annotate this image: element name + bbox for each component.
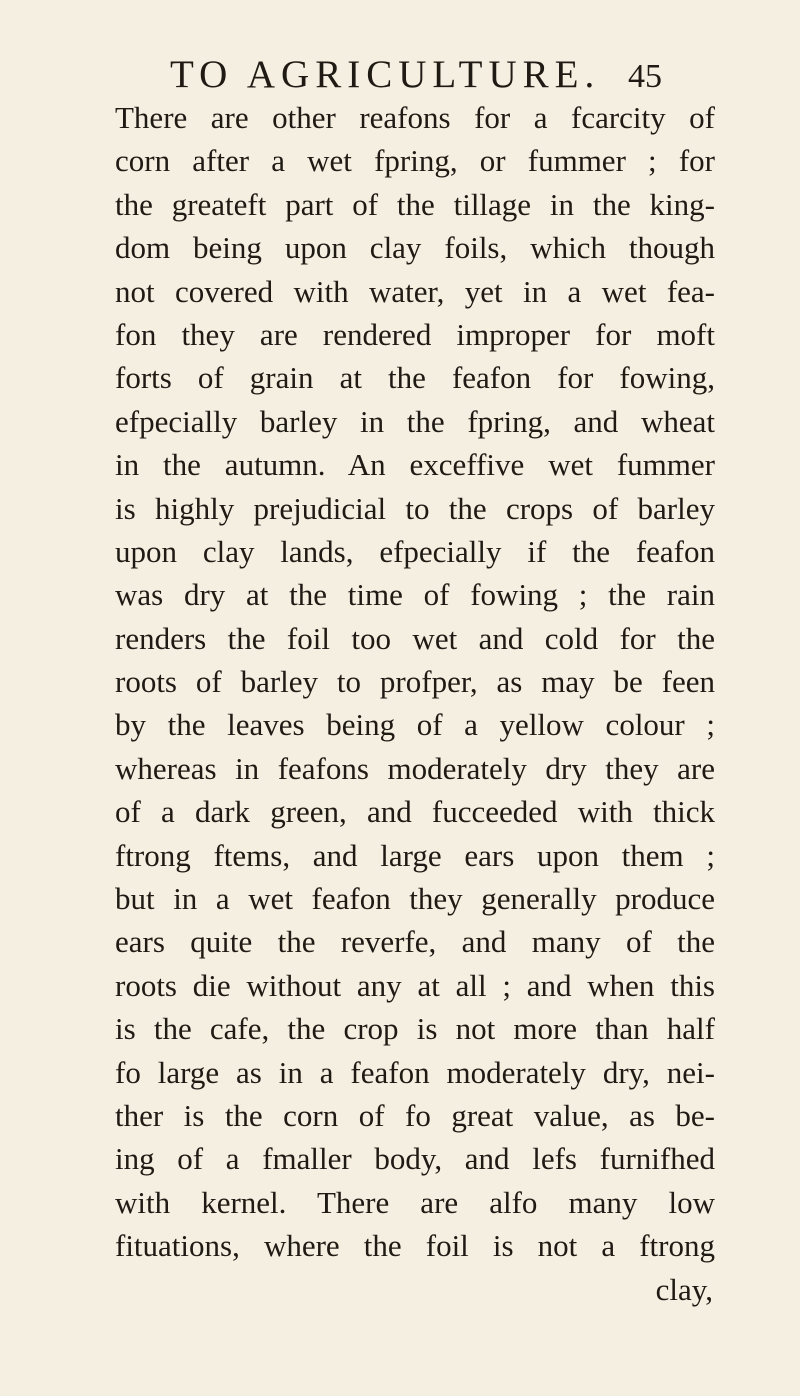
text-line: upon clay lands, efpecially if the feafon	[115, 533, 715, 569]
page-number: 45	[628, 58, 662, 95]
text-line: was dry at the time of fowing ; the rain	[115, 577, 715, 613]
running-title: TO AGRICULTURE.	[170, 53, 601, 96]
text-line: forts of grain at the feafon for fowing,	[115, 360, 715, 396]
body-text	[115, 96, 715, 1311]
text-line: is the cafe, the crop is not more than half	[115, 1011, 715, 1047]
text-line: fituations, where the foil is not a ftrong	[115, 1228, 715, 1264]
text-line: There are other reafons for a fcarcity of	[115, 100, 715, 135]
text-line: renders the foil too wet and cold for the	[115, 620, 715, 656]
text-line: ears quite the reverfe, and many of the	[115, 924, 715, 960]
text-line: is highly prejudicial to the crops of barley	[115, 490, 715, 526]
text-line: ing of a fmaller body, and lefs furnifhed	[115, 1141, 715, 1177]
text-line: fon they are rendered improper for moft	[115, 316, 715, 352]
text-line: ther is the corn of fo great value, as be-	[115, 1097, 715, 1133]
catchword: clay,	[655, 1271, 713, 1307]
text-line: in the autumn. An exceffive wet fummer	[115, 447, 715, 483]
text-line: whereas in feafons moderately dry they are	[115, 750, 715, 786]
text-line: ftrong ftems, and large ears upon them ;	[115, 837, 715, 873]
running-head	[170, 50, 680, 100]
text-line: corn after a wet fpring, or fummer ; for	[115, 143, 715, 179]
text-line: not covered with water, yet in a wet fea-	[115, 273, 715, 309]
text-line: with kernel. There are alfo many low	[115, 1184, 715, 1220]
text-line: roots die without any at all ; and when this	[115, 967, 715, 1003]
text-line: efpecially barley in the fpring, and wheat	[115, 403, 715, 439]
text-line: roots of barley to profper, as may be feen	[115, 664, 715, 700]
text-line: of a dark green, and fucceeded with thick	[115, 794, 715, 830]
text-line: dom being upon clay foils, which though	[115, 230, 715, 266]
text-line: by the leaves being of a yellow colour ;	[115, 707, 715, 743]
text-line: fo large as in a feafon moderately dry, nei-	[115, 1054, 715, 1090]
text-line: but in a wet feafon they generally produce	[115, 881, 715, 917]
text-line: the greateft part of the tillage in the king-	[115, 186, 715, 222]
